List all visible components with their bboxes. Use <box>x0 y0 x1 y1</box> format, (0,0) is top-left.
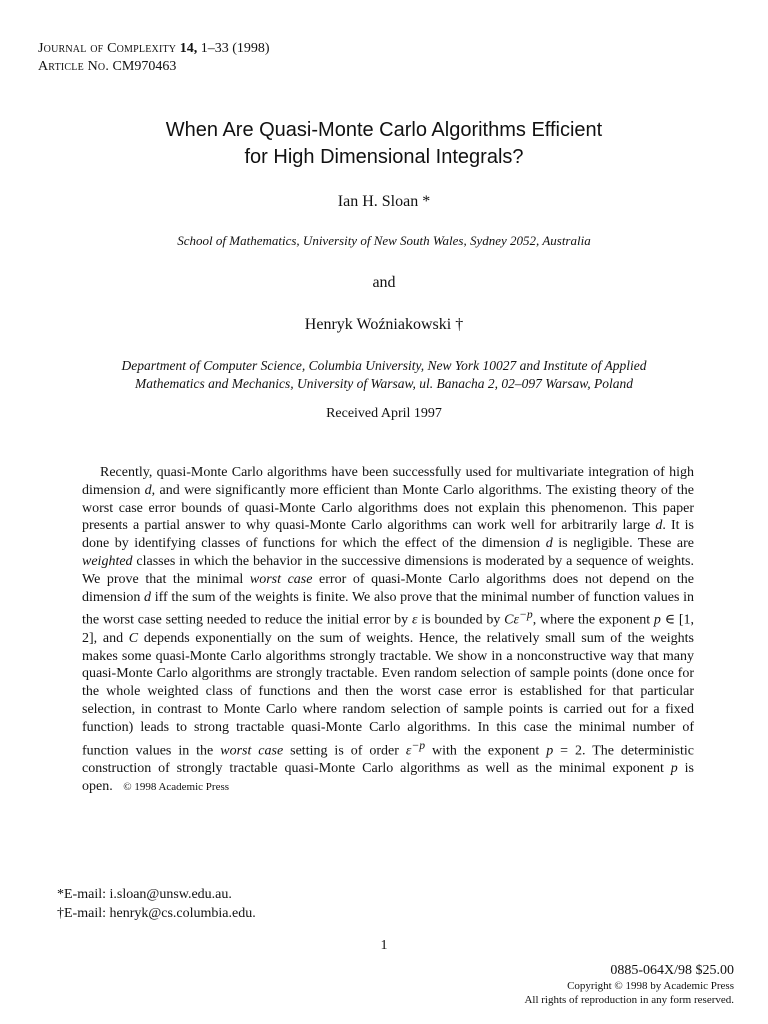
abstract-text: setting is of order <box>283 743 406 759</box>
affiliation-2-line-2: Mathematics and Mechanics, University of Warsaw, ul. Banacha 2, 02–097 Warsaw, Poland <box>135 376 633 391</box>
affiliation-2-line-1: Department of Computer Science, Columbia University, New York 10027 and Institute of Applied <box>121 358 647 373</box>
affiliation-2 <box>0 357 768 393</box>
title-line-2: for High Dimensional Integrals? <box>244 146 524 168</box>
paper-title <box>0 117 768 171</box>
and-separator: and <box>372 274 396 291</box>
affiliation-1: School of Mathematics, University of New South Wales, Sydney 2052, Australia <box>177 233 591 248</box>
author-1: Ian H. Sloan * <box>337 193 431 210</box>
press-note: © 1998 Academic Press <box>123 780 230 793</box>
footnote-1: *E-mail: i.sloan@unsw.edu.au. <box>57 887 232 902</box>
price-code: 0885-064X/98 $25.00 <box>610 963 734 978</box>
math-var: p <box>546 743 554 759</box>
journal-pages-year: 1–33 (1998) <box>200 41 270 56</box>
math-var: d <box>144 482 152 498</box>
abstract-text: ∈ [1, 2], and <box>82 613 694 646</box>
math-var: ε <box>411 613 418 629</box>
footnotes <box>57 885 256 923</box>
journal-line <box>38 40 270 58</box>
abstract-text: classes in which the behavior in the successive dimensions is moderated by a sequence of weights. We prove that the minimal <box>82 553 694 587</box>
abstract-text: is negligible. These are <box>552 536 694 552</box>
emphasis: weighted <box>82 553 133 569</box>
abstract-text: , where the exponent <box>532 613 654 629</box>
copyright-block <box>524 962 734 1007</box>
math-exponent: −p <box>411 738 426 752</box>
title-line-1: When Are Quasi-Monte Carlo Algorithms Efficient <box>165 119 603 141</box>
abstract-text: iff the sum of the weights is finite. We also prove that the minimal number of function values in the worst case setting needed to reduce the initial error by <box>82 589 694 629</box>
footnote-2: †E-mail: henryk@cs.columbia.edu. <box>57 906 256 921</box>
math-var: C <box>128 630 139 646</box>
journal-volume: 14, <box>179 41 198 56</box>
abstract-text: depends exponentially on the sum of weights. Hence, the relatively small sum of the weights makes some quasi-Monte Carlo algorithms strongly tractable. We show in a nonconstructive way that many quasi-Monte Carlo algorithms are strongly tractable. Even random selection of sample points (done once for the whole weighted class of functions and then the worst case error is established for that particular selection, in contrast to Monte Carlo where random selection of sample points is carried out for a fixed function) leads to strong tractable quasi-Monte Carlo algorithms. In this case the minimal number of function values in the <box>82 630 694 759</box>
article-label: Article No. <box>38 59 110 74</box>
received-date: Received April 1997 <box>326 406 442 421</box>
math-var: ε <box>405 743 412 759</box>
math-var: Cε <box>504 613 519 629</box>
rights-line: All rights of reproduction in any form reserved. <box>524 994 734 1006</box>
abstract <box>82 464 694 797</box>
article-line <box>38 58 270 76</box>
emphasis: worst case <box>220 743 284 759</box>
math-var: d <box>545 536 553 552</box>
abstract-text: . It is done by identifying classes of functions for which the effect of the dimension <box>82 518 695 552</box>
abstract-text: Recently, quasi-Monte Carlo algorithms have been successfully used for multivariate integration of high dimension <box>82 465 694 498</box>
math-var: p <box>670 761 678 777</box>
math-var: p <box>653 613 661 629</box>
copyright-line: Copyright © 1998 by Academic Press <box>567 980 734 992</box>
abstract-text: is bounded by <box>417 613 505 629</box>
math-exponent: −p <box>519 608 533 622</box>
journal-header <box>38 40 270 76</box>
abstract-text: = 2. The deterministic construction of strongly tractable quasi-Monte Carlo algorithms as well as the minimal exponent <box>82 743 694 777</box>
page-number: 1 <box>380 938 388 953</box>
author-2: Henryk Woźniakowski † <box>304 316 464 333</box>
journal-name: Journal of Complexity <box>38 41 177 56</box>
math-var: d <box>144 589 152 605</box>
abstract-text: , and were significantly more efficient than Monte Carlo algorithms. The existing theory of the worst case error bounds of quasi-Monte Carlo algorithms does not explain this phenomenon. This paper presents a partial answer to why quasi-Monte Carlo algorithms can work well for arbitrarily large <box>82 482 694 534</box>
math-var: d <box>655 518 663 534</box>
abstract-text: error of quasi-Monte Carlo algorithms does not depend on the dimension <box>82 571 695 605</box>
article-number: CM970463 <box>112 59 177 74</box>
abstract-text: is open. <box>82 761 694 794</box>
abstract-text: with the exponent <box>425 743 547 759</box>
emphasis: worst case <box>249 571 313 587</box>
